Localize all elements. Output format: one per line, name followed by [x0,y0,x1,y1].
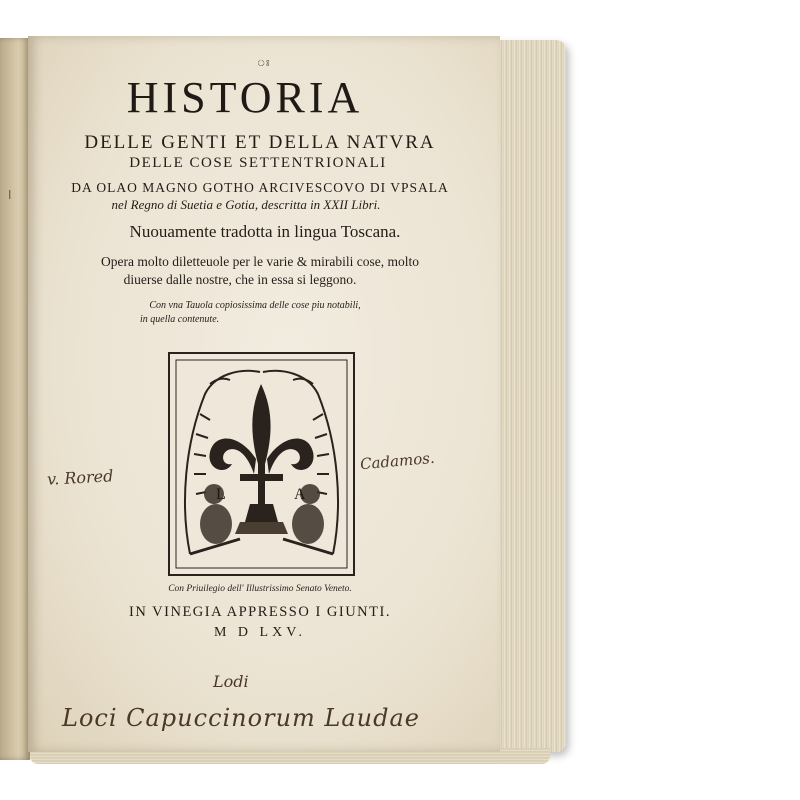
fleur-de-lis-icon [170,354,353,574]
description-line-1: Opera molto diletteuole per le varie & mirabili cose, molto [101,254,419,269]
handwritten-note-lodi: Lodi [213,672,249,691]
device-letter-l: L [216,486,226,503]
top-ornament: ঃ [257,59,271,69]
handwritten-note-left: v. Rored [46,466,114,489]
subtitle-line-2: DELLE COSE SETTENTRIONALI [129,155,387,171]
handwritten-ownership-inscription: Loci Capuccinorum Laudae [62,704,420,732]
author-line: DA OLAO MAGNO GOTHO ARCIVESCOVO DI VPSALA [71,180,449,195]
subtitle-line-1: DELLE GENTI ET DELLA NATVRA [84,132,436,153]
year-line: M D LXV. [213,625,307,640]
printers-device-woodcut [168,352,355,576]
handwritten-note-right: Cadamos. [359,448,436,474]
description-line-2: diuerse dalle nostre, che in essa si leggono. [123,272,357,287]
region-line: nel Regno di Suetia e Gotia, descritta in XXII Libri. [111,197,381,212]
index-line-2: in quella contenute. [140,314,220,325]
left-page-edge [0,38,30,760]
book-title: HISTORIA [126,73,364,122]
imprint-line: IN VINEGIA APPRESSO I GIUNTI. [129,604,391,620]
device-letter-a: A [294,486,306,503]
privilege-line: Con Priuilegio dell' Illustrissimo Senato Veneto. [168,584,352,594]
margin-mark: ǀ [8,188,12,202]
index-line-1: Con vna Tauola copiosissima delle cose piu notabili, [149,300,361,311]
translation-line: Nuouamente tradotta in lingua Toscana. [129,222,401,241]
